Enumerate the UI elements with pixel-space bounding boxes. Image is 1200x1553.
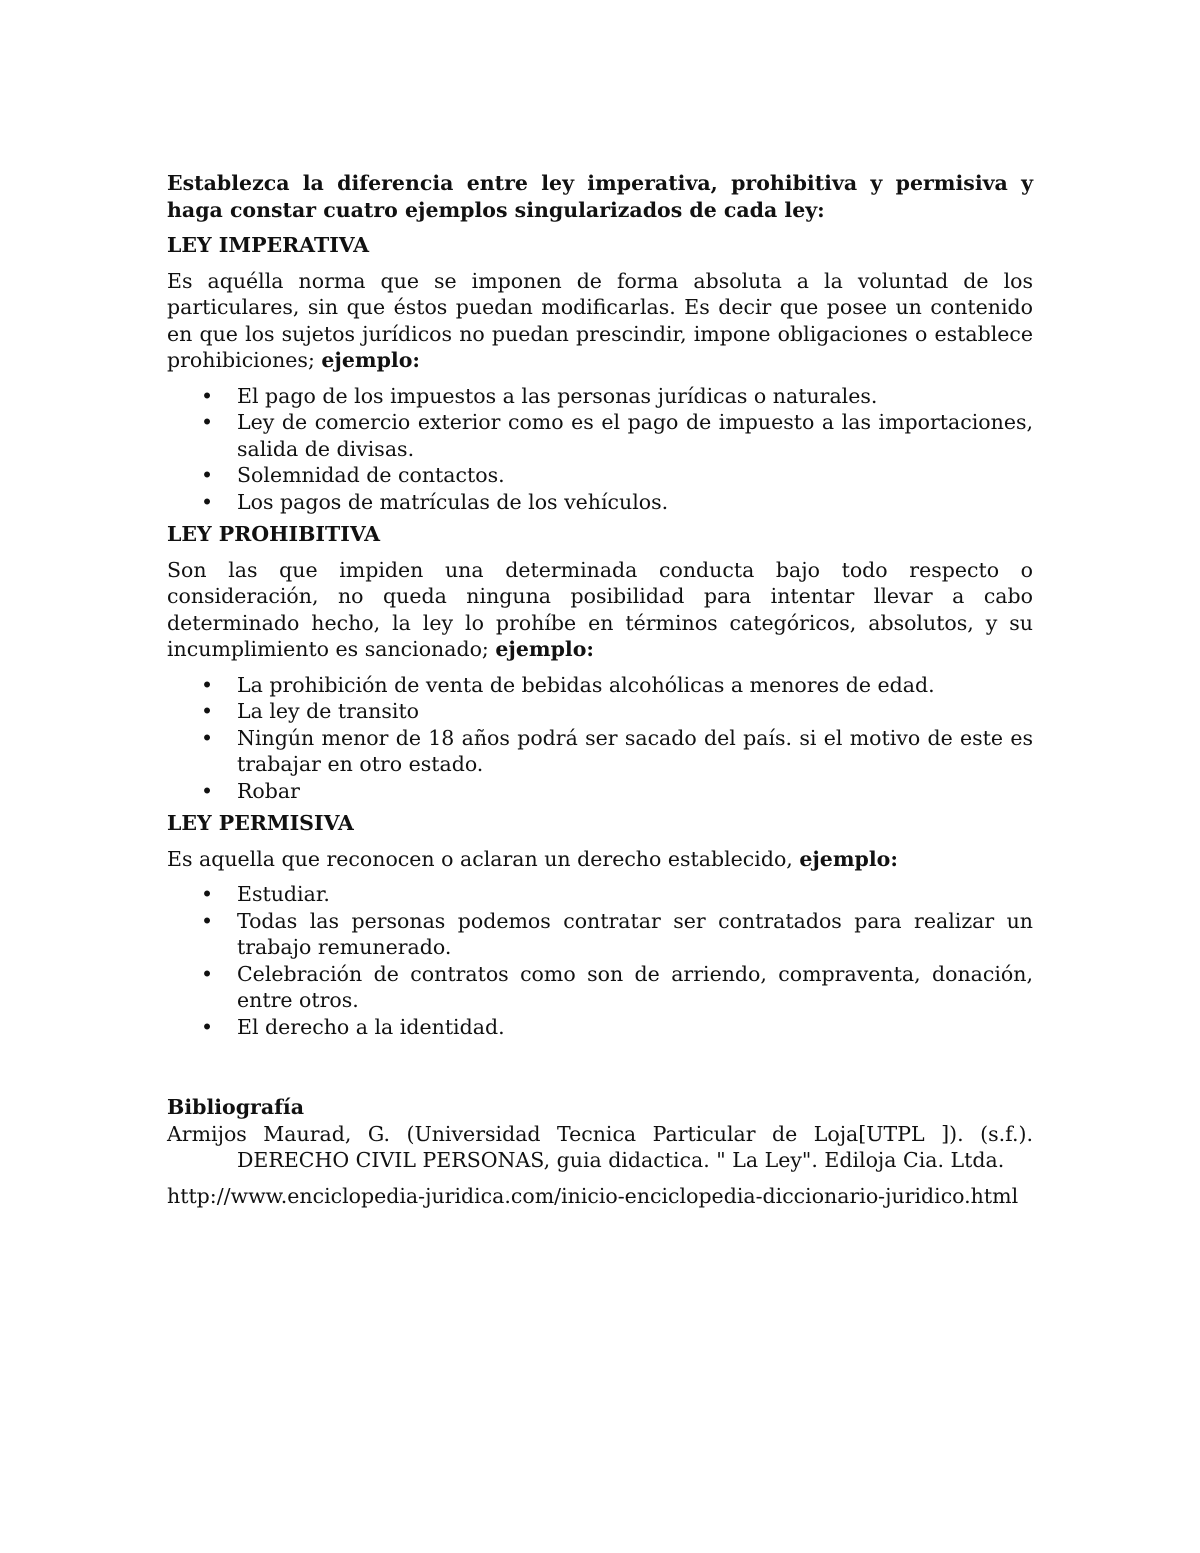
section-title: LEY PERMISIVA — [167, 811, 354, 835]
list-item-text: Celebración de contratos como son de arriendo, compraventa, donación, entre otros. — [237, 961, 1033, 1012]
list-item-text: Robar — [237, 778, 300, 803]
list-item-text: La prohibición de venta de bebidas alcohólicas a menores de edad. — [237, 672, 935, 697]
list-item — [167, 961, 1033, 1014]
list-item-text: Ningún menor de 18 años podrá ser sacado del país. si el motivo de este es trabajar en otro estado. — [237, 725, 1033, 776]
bibliography-entry: Armijos Maurad, G. (Universidad Tecnica Particular de Loja[UTPL ]). (s.f.). DERECHO CIVIL PERSONAS, guia didactica. " La Ley". Ediloja Cia. Ltda. — [167, 1121, 1033, 1172]
bullet-icon: • — [200, 699, 214, 723]
list-item-text: La ley de transito — [237, 699, 420, 723]
bullet-icon: • — [200, 961, 214, 986]
list-item-text: Los pagos de matrículas de los vehículos. — [237, 489, 669, 514]
bullet-icon: • — [200, 882, 214, 906]
bullet-icon: • — [200, 489, 214, 514]
section-definition — [167, 846, 1033, 873]
list-item — [167, 462, 1033, 489]
list-item — [167, 409, 1033, 462]
definition-text: Es aquélla norma que se imponen de forma absoluta a la voluntad de los particulares, sin que éstos puedan modificarlas. Es decir que posee un contenido en que los sujetos jurídicos no puedan prescindir, impone obligaciones o establece prohibiciones; — [167, 268, 1033, 372]
list-item — [167, 908, 1033, 961]
list-item-text: Ley de comercio exterior como es el pago de impuesto a las importaciones, salida de divisas. — [237, 410, 1033, 461]
list-item — [167, 672, 1033, 699]
bullet-icon: • — [200, 672, 214, 697]
example-label: ejemplo: — [321, 348, 420, 372]
list-item — [167, 725, 1033, 778]
examples-list — [167, 383, 1033, 516]
list-item-text: Todas las personas podemos contratar ser contratados para realizar un trabajo remunerado. — [237, 908, 1033, 959]
document-page — [167, 170, 1033, 1209]
bullet-icon: • — [200, 383, 214, 408]
section-prohibitiva — [167, 521, 1033, 804]
list-item — [167, 881, 1033, 908]
list-item — [167, 489, 1033, 516]
list-item-text: El derecho a la identidad. — [237, 1014, 505, 1039]
section-title: LEY IMPERATIVA — [167, 233, 370, 257]
section-permisiva — [167, 810, 1033, 1040]
bullet-icon: • — [200, 908, 214, 933]
bullet-icon: • — [200, 778, 214, 803]
list-item-text: Estudiar. — [237, 882, 330, 906]
section-definition — [167, 268, 1033, 374]
list-item-text: El pago de los impuestos a las personas jurídicas o naturales. — [237, 383, 878, 408]
section-bibliografia — [167, 1094, 1033, 1209]
definition-text: Son las que impiden una determinada conducta bajo todo respecto o consideración, no queda ninguna posibilidad para intentar llevar a cabo determinado hecho, la ley lo prohíbe en términos categóricos, absolutos, y su incumplimiento es sancionado; — [167, 557, 1033, 661]
bullet-icon: • — [200, 410, 214, 434]
example-label: ejemplo: — [495, 637, 594, 661]
examples-list — [167, 672, 1033, 805]
section-imperativa — [167, 232, 1033, 515]
bibliography-title: Bibliografía — [167, 1095, 305, 1119]
section-definition — [167, 557, 1033, 663]
assignment-prompt: Establezca la diferencia entre ley imperativa, prohibitiva y permisiva y haga constar cuatro ejemplos singularizados de cada ley: — [167, 171, 1033, 222]
bibliography-url: http://www.enciclopedia-juridica.com/inicio-enciclopedia-diccionario-juridico.html — [167, 1183, 1019, 1208]
examples-list — [167, 881, 1033, 1040]
bullet-icon: • — [200, 463, 214, 487]
section-title: LEY PROHIBITIVA — [167, 522, 381, 546]
list-item — [167, 1014, 1033, 1041]
example-label: ejemplo: — [799, 846, 898, 871]
list-item — [167, 778, 1033, 805]
bullet-icon: • — [200, 725, 214, 750]
definition-text: Es aquella que reconocen o aclaran un derecho establecido, — [167, 846, 793, 871]
list-item — [167, 383, 1033, 410]
bullet-icon: • — [200, 1014, 214, 1039]
list-item-text: Solemnidad de contactos. — [237, 463, 505, 487]
list-item — [167, 698, 1033, 725]
spacer — [167, 1046, 1033, 1094]
